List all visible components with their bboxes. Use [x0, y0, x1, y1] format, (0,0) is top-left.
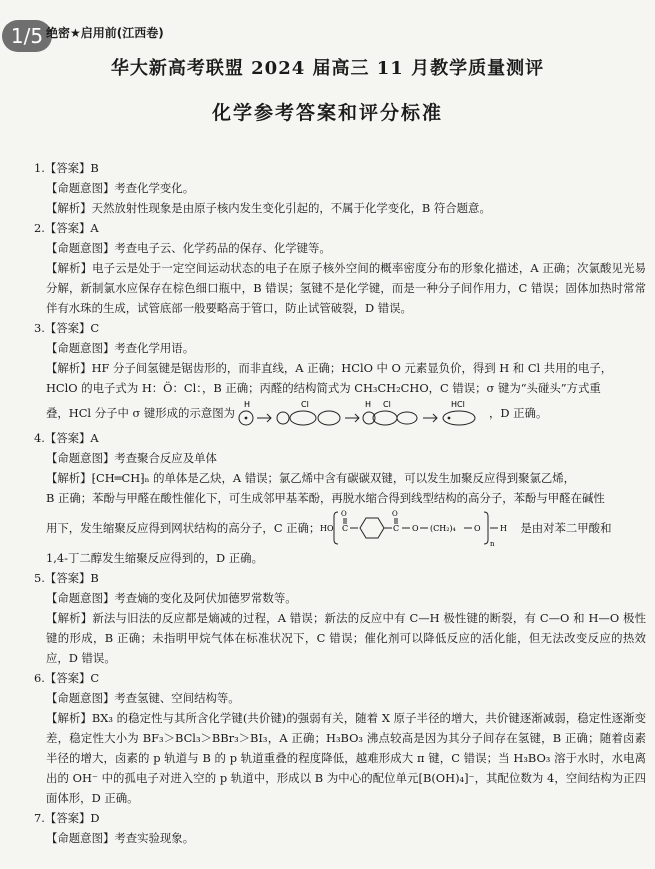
q4-intent: 【命题意图】考查聚合反应及单体: [46, 451, 217, 465]
formula-ho: HO: [320, 524, 334, 533]
q4-l3-text-b: 是由对苯二甲酸和: [520, 521, 612, 535]
q6-explanation: 【解析】BX₃ 的稳定性与其所含化学键(共价键)的强弱有关，随着 X 原子半径的增大，共价键逐渐减弱，稳定性逐渐变差，稳定性大小为 BF₃＞BCl₃＞BBr₃＞BI₃，A 正确；H₃BO₃ 沸点较高是因为其分子间存在氢键，B 正确；随着卤素半径的增大，卤素的 p 轨道与 B 的 p 轨道重叠的程度降低，越难形成大 π 键，C 错误；当 H₃BO₃ 溶于水时，水电离出的 OH⁻ 中的孤电子对进入空的 p 轨道中，形成以 B 为中心的配位单元[B(OH)₄]⁻，其配位数为 4，空间结构为正四面体形，D 正确。: [46, 711, 646, 805]
sigma-bond-diagram: [237, 398, 487, 428]
formula-ch2: (CH₂)₄: [430, 524, 457, 533]
q6-answer: 6.【答案】C: [34, 671, 100, 685]
q1-explanation: 【解析】天然放射性现象是由原子核内发生变化引起的，不属于化学变化，B 符合题意。: [46, 201, 491, 215]
question-6: [34, 668, 646, 808]
q3-explanation-line2: [34, 378, 646, 398]
orbital-label-hcl: HCl: [451, 400, 465, 409]
formula-o-end: O: [474, 524, 481, 533]
q2-answer: 2.【答案】A: [34, 221, 99, 235]
polyester-structure-formula: [320, 508, 520, 548]
q4-answer: 4.【答案】A: [34, 431, 99, 445]
q7-answer: 7.【答案】D: [34, 811, 100, 825]
page-subtitle: 化学参考答案和评分标准: [211, 102, 443, 124]
q7-intent: 【命题意图】考查实验现象。: [46, 831, 195, 845]
question-1: [34, 158, 646, 218]
q1-answer: 1.【答案】B: [34, 161, 99, 175]
q4-explanation-line1: 【解析】⁅CH═CH⁆ₙ 的单体是乙炔，A 错误；氯乙烯中含有碳碳双键，可以发生加聚反应得到聚氯乙烯，: [46, 471, 576, 485]
formula-o-mid: O: [412, 524, 419, 533]
formula-h: H: [500, 524, 508, 533]
answer-content: [34, 158, 646, 848]
q3-l3-text-a: 叠，HCl 分子中 σ 键形成的示意图为: [46, 406, 236, 420]
orbital-label-h: H: [244, 400, 251, 409]
question-3: [34, 318, 646, 428]
q4-l3-text-a: 用下，发生缩聚反应得到网状结构的高分子，C 正确；: [46, 521, 321, 535]
q3-l2-text-c: ，B 正确；丙醛的结构简式为 CH₃CH₂CHO，C 错误；σ 键为“头碰头”方式重: [201, 381, 601, 395]
orbital-label-h-2: H: [365, 400, 372, 409]
q6-intent: 【命题意图】考查氢键、空间结构等。: [46, 691, 240, 705]
q3-l2-text-a: HClO 的电子式为 H：: [46, 381, 164, 395]
q2-intent: 【命题意图】考查电子云、化学药品的保存、化学键等。: [46, 241, 331, 255]
page-indicator[interactable]: 1/5: [2, 20, 52, 52]
q3-intent: 【命题意图】考查化学用语。: [46, 341, 195, 355]
question-5: [34, 568, 646, 668]
q1-intent: 【命题意图】考查化学变化。: [46, 181, 195, 195]
q4-explanation-line4: 1,4-丁二醇发生缩聚反应得到的，D 正确。: [46, 551, 263, 565]
formula-o-top-2: O: [392, 510, 399, 518]
formula-c2: C: [393, 524, 400, 533]
q3-l3-text-b: ，D 正确。: [489, 406, 548, 420]
formula-o-top-1: O: [341, 510, 348, 518]
secret-tag: 绝密★启用前(江西卷): [46, 26, 164, 40]
question-7: [34, 808, 646, 848]
q3-explanation-line3: [34, 398, 646, 428]
formula-c1: C: [342, 524, 349, 533]
question-4: [34, 428, 646, 568]
formula-n: n: [490, 540, 495, 548]
q4-explanation-line3: [34, 508, 646, 548]
q5-explanation: 【解析】新法与旧法的反应都是熵减的过程，A 错误；新法的反应中有 C—H 极性键的断裂，有 C—O 和 H—O 极性键的形成，B 正确；未指明甲烷气体在标准状况下，C 错误；催化剂可以降低反应的活化能，但无法改变反应的热效应，D 错误。: [46, 611, 646, 665]
q2-explanation: 【解析】电子云是处于一定空间运动状态的电子在原子核外空间的概率密度分布的形象化描述，A 正确；次氯酸见光易分解，新制氯水应保存在棕色细口瓶中，B 错误；氢键不是化学键，而是一种分子间作用力，C 错误；固体加热时常常伴有水珠的生成，试管底部一般要略高于管口，防止试管破裂，D 错误。: [46, 261, 646, 315]
orbital-label-cl-1: Cl: [301, 400, 309, 409]
hclo-electron-formula: Ö：Cl：: [163, 381, 202, 395]
question-2: [34, 218, 646, 318]
q4-explanation-line2: B 正确；苯酚与甲醛在酸性催化下，可生成邻甲基苯酚，再脱水缩合得到线型结构的高分子，苯酚与甲醛在碱性: [46, 491, 605, 505]
q5-intent: 【命题意图】考查熵的变化及阿伏加德罗常数等。: [46, 591, 297, 605]
page-title: 华大新高考联盟 2024 届高三 11 月教学质量测评: [110, 58, 545, 79]
q3-answer: 3.【答案】C: [34, 321, 100, 335]
q5-answer: 5.【答案】B: [34, 571, 99, 585]
orbital-label-cl-2: Cl: [383, 400, 391, 409]
q3-explanation-line1: 【解析】HF 分子间氢键是锯齿形的，而非直线，A 正确；HClO 中 O 元素显负价，得到 H 和 Cl 共用的电子，: [46, 361, 613, 375]
